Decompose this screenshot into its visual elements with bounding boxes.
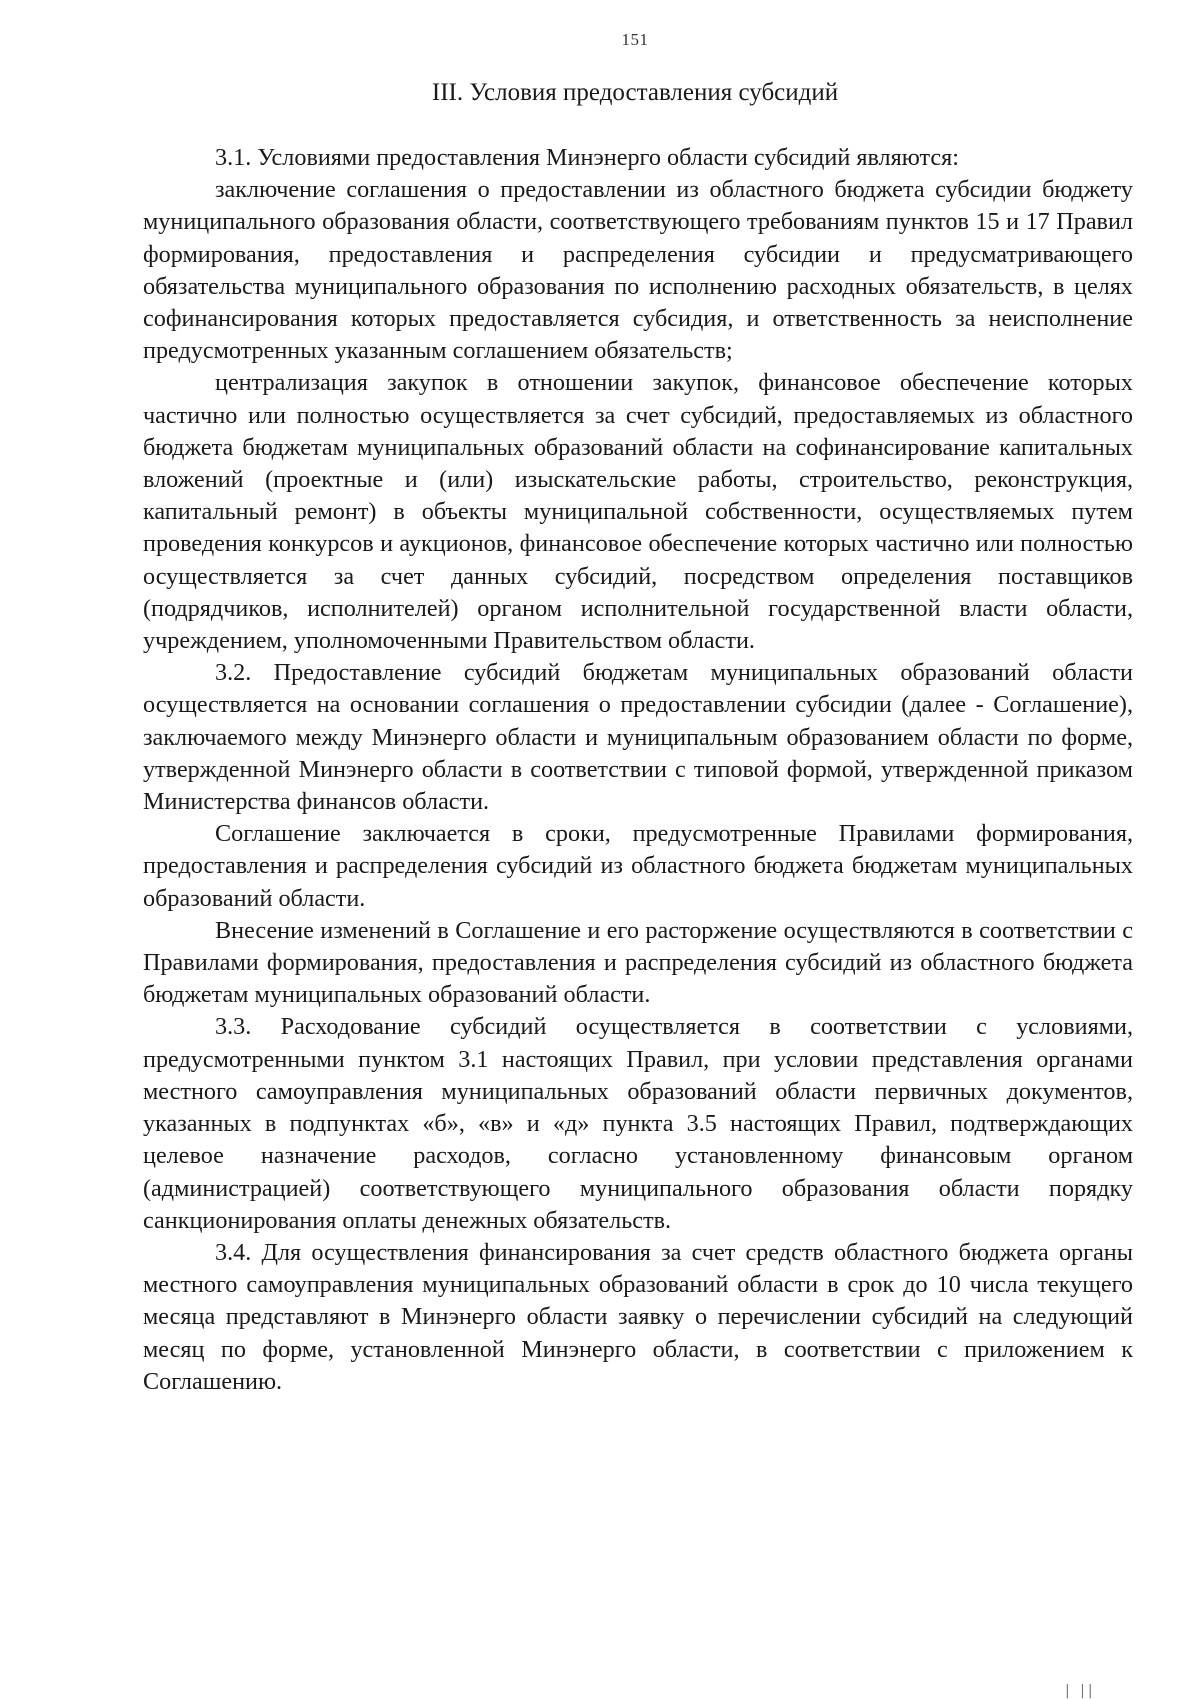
paragraph-agreement-changes: Внесение изменений в Соглашение и его расторжение осуществляются в соответствии с Правилами формирования, предоставления и распределения субсидий из областного бюджета бюджетам муниципальных образований области. <box>143 916 1133 1009</box>
page-number: 151 <box>621 30 649 49</box>
paragraph-3-2: 3.2. Предоставление субсидий бюджетам муниципальных образований области осуществляется на основании соглашения о предоставлении субсидии (далее - Соглашение), заключаемого между Минэнерго области и муниципальным образованием области по форме, утвержденной Минэнерго области в соответствии с типовой формой, утвержденной приказом Министерства финансов области. <box>143 659 1133 816</box>
paragraph-agreement-terms: Соглашение заключается в сроки, предусмотренные Правилами формирования, предоставления и распределения субсидий из областного бюджета бюджетам муниципальных образований области. <box>143 820 1133 912</box>
paragraph-3-1-intro: 3.1. Условиями предоставления Минэнерго области субсидий являются: <box>215 144 959 171</box>
paragraph-agreement-condition: заключение соглашения о предоставлении из областного бюджета субсидии бюджету муниципального образования области, соответствующего требованиям пунктов 15 и 17 Правил формирования, предоставления и распределения субсидии и предусматривающего обязательства муниципального образования по исполнению расходных обязательств, в целях софинансирования которых предоставляется субсидия, и ответственность за неисполнение предусмотренных указанным соглашением обязательств; <box>143 176 1133 365</box>
paragraph-procurement-centralization: централизация закупок в отношении закупок, финансовое обеспечение которых частично или полностью осуществляется за счет субсидий, предоставляемых из областного бюджета бюджетам муниципальных образований области на софинансирование капитальных вложений (проектные и (или) изыскательские работы, строительство, реконструкция, капитальный ремонт) в объекты муниципальной собственности, осуществляемых путем проведения конкурсов и аукционов, финансовое обеспечение которых частично или полностью осуществляется за счет данных субсидий, посредством определения поставщиков (подрядчиков, исполнителей) органом исполнительной государственной власти области, учреждением, уполномоченными Правительством области. <box>143 369 1133 655</box>
body-text <box>143 142 1133 1398</box>
paragraph-3-3: 3.3. Расходование субсидий осуществляется в соответствии с условиями, предусмотренными пунктом 3.1 настоящих Правил, при условии представления органами местного самоуправления муниципальных образований области первичных документов, указанных в подпунктах «б», «в» и «д» пункта 3.5 настоящих Правил, подтверждающих целевое назначение расходов, согласно установленному финансовым органом (администрацией) соответствующего муниципального образования области порядку санкционирования оплаты денежных обязательств. <box>143 1013 1133 1234</box>
paragraph-3-4: 3.4. Для осуществления финансирования за счет средств областного бюджета органы местного самоуправления муниципальных образований области в срок до 10 числа текущего месяца представляют в Минэнерго области заявку о перечислении субсидий на следующий месяц по форме, установленной Минэнерго области, в соответствии с приложением к Соглашению. <box>143 1238 1133 1395</box>
section-title: III. Условия предоставления субсидий <box>431 79 839 106</box>
footer-scan-mark: | || <box>1065 1683 1096 1699</box>
